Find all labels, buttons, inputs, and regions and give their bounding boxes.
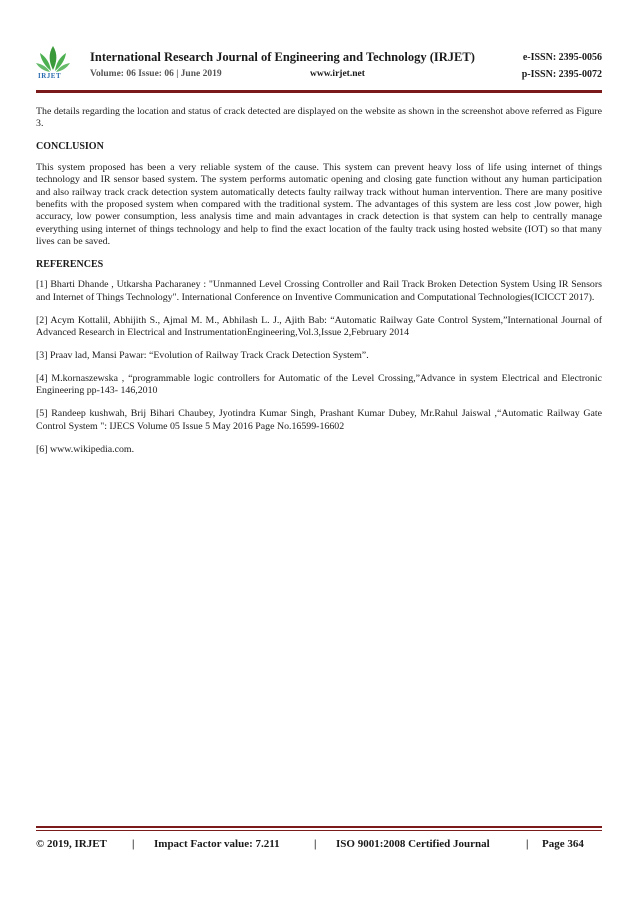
reference-item: [6] www.wikipedia.com.: [36, 443, 135, 455]
footer-rule-thin: [36, 830, 602, 831]
intro-paragraph: The details regarding the location and status of crack detected are displayed on the website as shown in the screenshot above referred as Figure 3.: [36, 106, 602, 130]
conclusion-paragraph: This system proposed has been a very reliable system of the cause. This system can prevent heavy loss of life using internet of things technology and IR sensor based system. The system performs automatic opening and closing gate function without any human participation and also railway track crack detection system automatically detects faulty railway track without human intervention. There are many positive benefits with the proposed system when compared with the traditional system. The advantages of this system are less cost ,low power, high accuracy, low power consumption, less analysis time and main advantages in crack detection is that system can help to centrally manage everything using internet of things technology and help to find the exact location of the faulty track using hosted website (IOT) so that many lives can be saved.: [36, 161, 602, 248]
footer-separator: |: [132, 838, 135, 850]
reference-list: [36, 279, 602, 456]
footer-copyright: © 2019, IRJET: [36, 838, 107, 850]
journal-header: [36, 44, 602, 86]
footer-page-number: Page 364: [542, 838, 584, 850]
footer-iso: ISO 9001:2008 Certified Journal: [336, 838, 490, 850]
reference-item: [3] Praav lad, Mansi Pawar: “Evolution of Railway Track Crack Detection System”.: [36, 350, 369, 362]
journal-title: International Research Journal of Engineering and Technology (IRJET): [90, 50, 475, 64]
volume-issue: Volume: 06 Issue: 06 | June 2019: [90, 69, 222, 79]
conclusion-heading: CONCLUSION: [36, 141, 104, 153]
page-footer: [36, 838, 602, 854]
header-rule: [36, 90, 602, 93]
e-issn: e-ISSN: 2395-0056: [522, 52, 602, 63]
reference-item: [5] Randeep kushwah, Brij Bihari Chaubey, Jyotindra Kumar Singh, Prashant Kumar Dubey, Mr.Rahul Jaiswal ,“Automatic Railway Gate Control System ": IJECS Volume 05 Issue 5 May 2016 Page No.16599-16602: [36, 408, 602, 432]
journal-website: www.irjet.net: [310, 69, 365, 79]
references-heading: REFERENCES: [36, 259, 104, 271]
p-issn: p-ISSN: 2395-0072: [521, 69, 602, 80]
logo-text: IRJET: [38, 72, 62, 80]
page-body: [36, 106, 602, 467]
reference-item: [1] Bharti Dhande , Utkarsha Pacharaney : "Unmanned Level Crossing Controller and Rail Track Broken Detection System Using IR Sensors and Internet of Things Technology". International Conference on Inventive Communication and Computational Technologies(ICICCT 2017).: [36, 279, 602, 303]
footer-rule: [36, 826, 602, 828]
footer-separator: |: [314, 838, 317, 850]
footer-separator: |: [526, 838, 529, 850]
footer-impact-factor: Impact Factor value: 7.211: [154, 838, 280, 850]
reference-item: [4] M.kornaszewska , “programmable logic controllers for Automatic of the Level Crossing,”Advance in system Electrical and Electronic Engineering pp-143- 146,2010: [36, 373, 602, 397]
reference-item: [2] Acym Kottalil, Abhijith S., Ajmal M. M., Abhilash L. J., Ajith Bab: “Automatic Railway Gate Control System,”International Journal of Advanced Research in Electrical and InstrumentationEngineering,Vol.3,Issue 2,February 2014: [36, 314, 602, 339]
